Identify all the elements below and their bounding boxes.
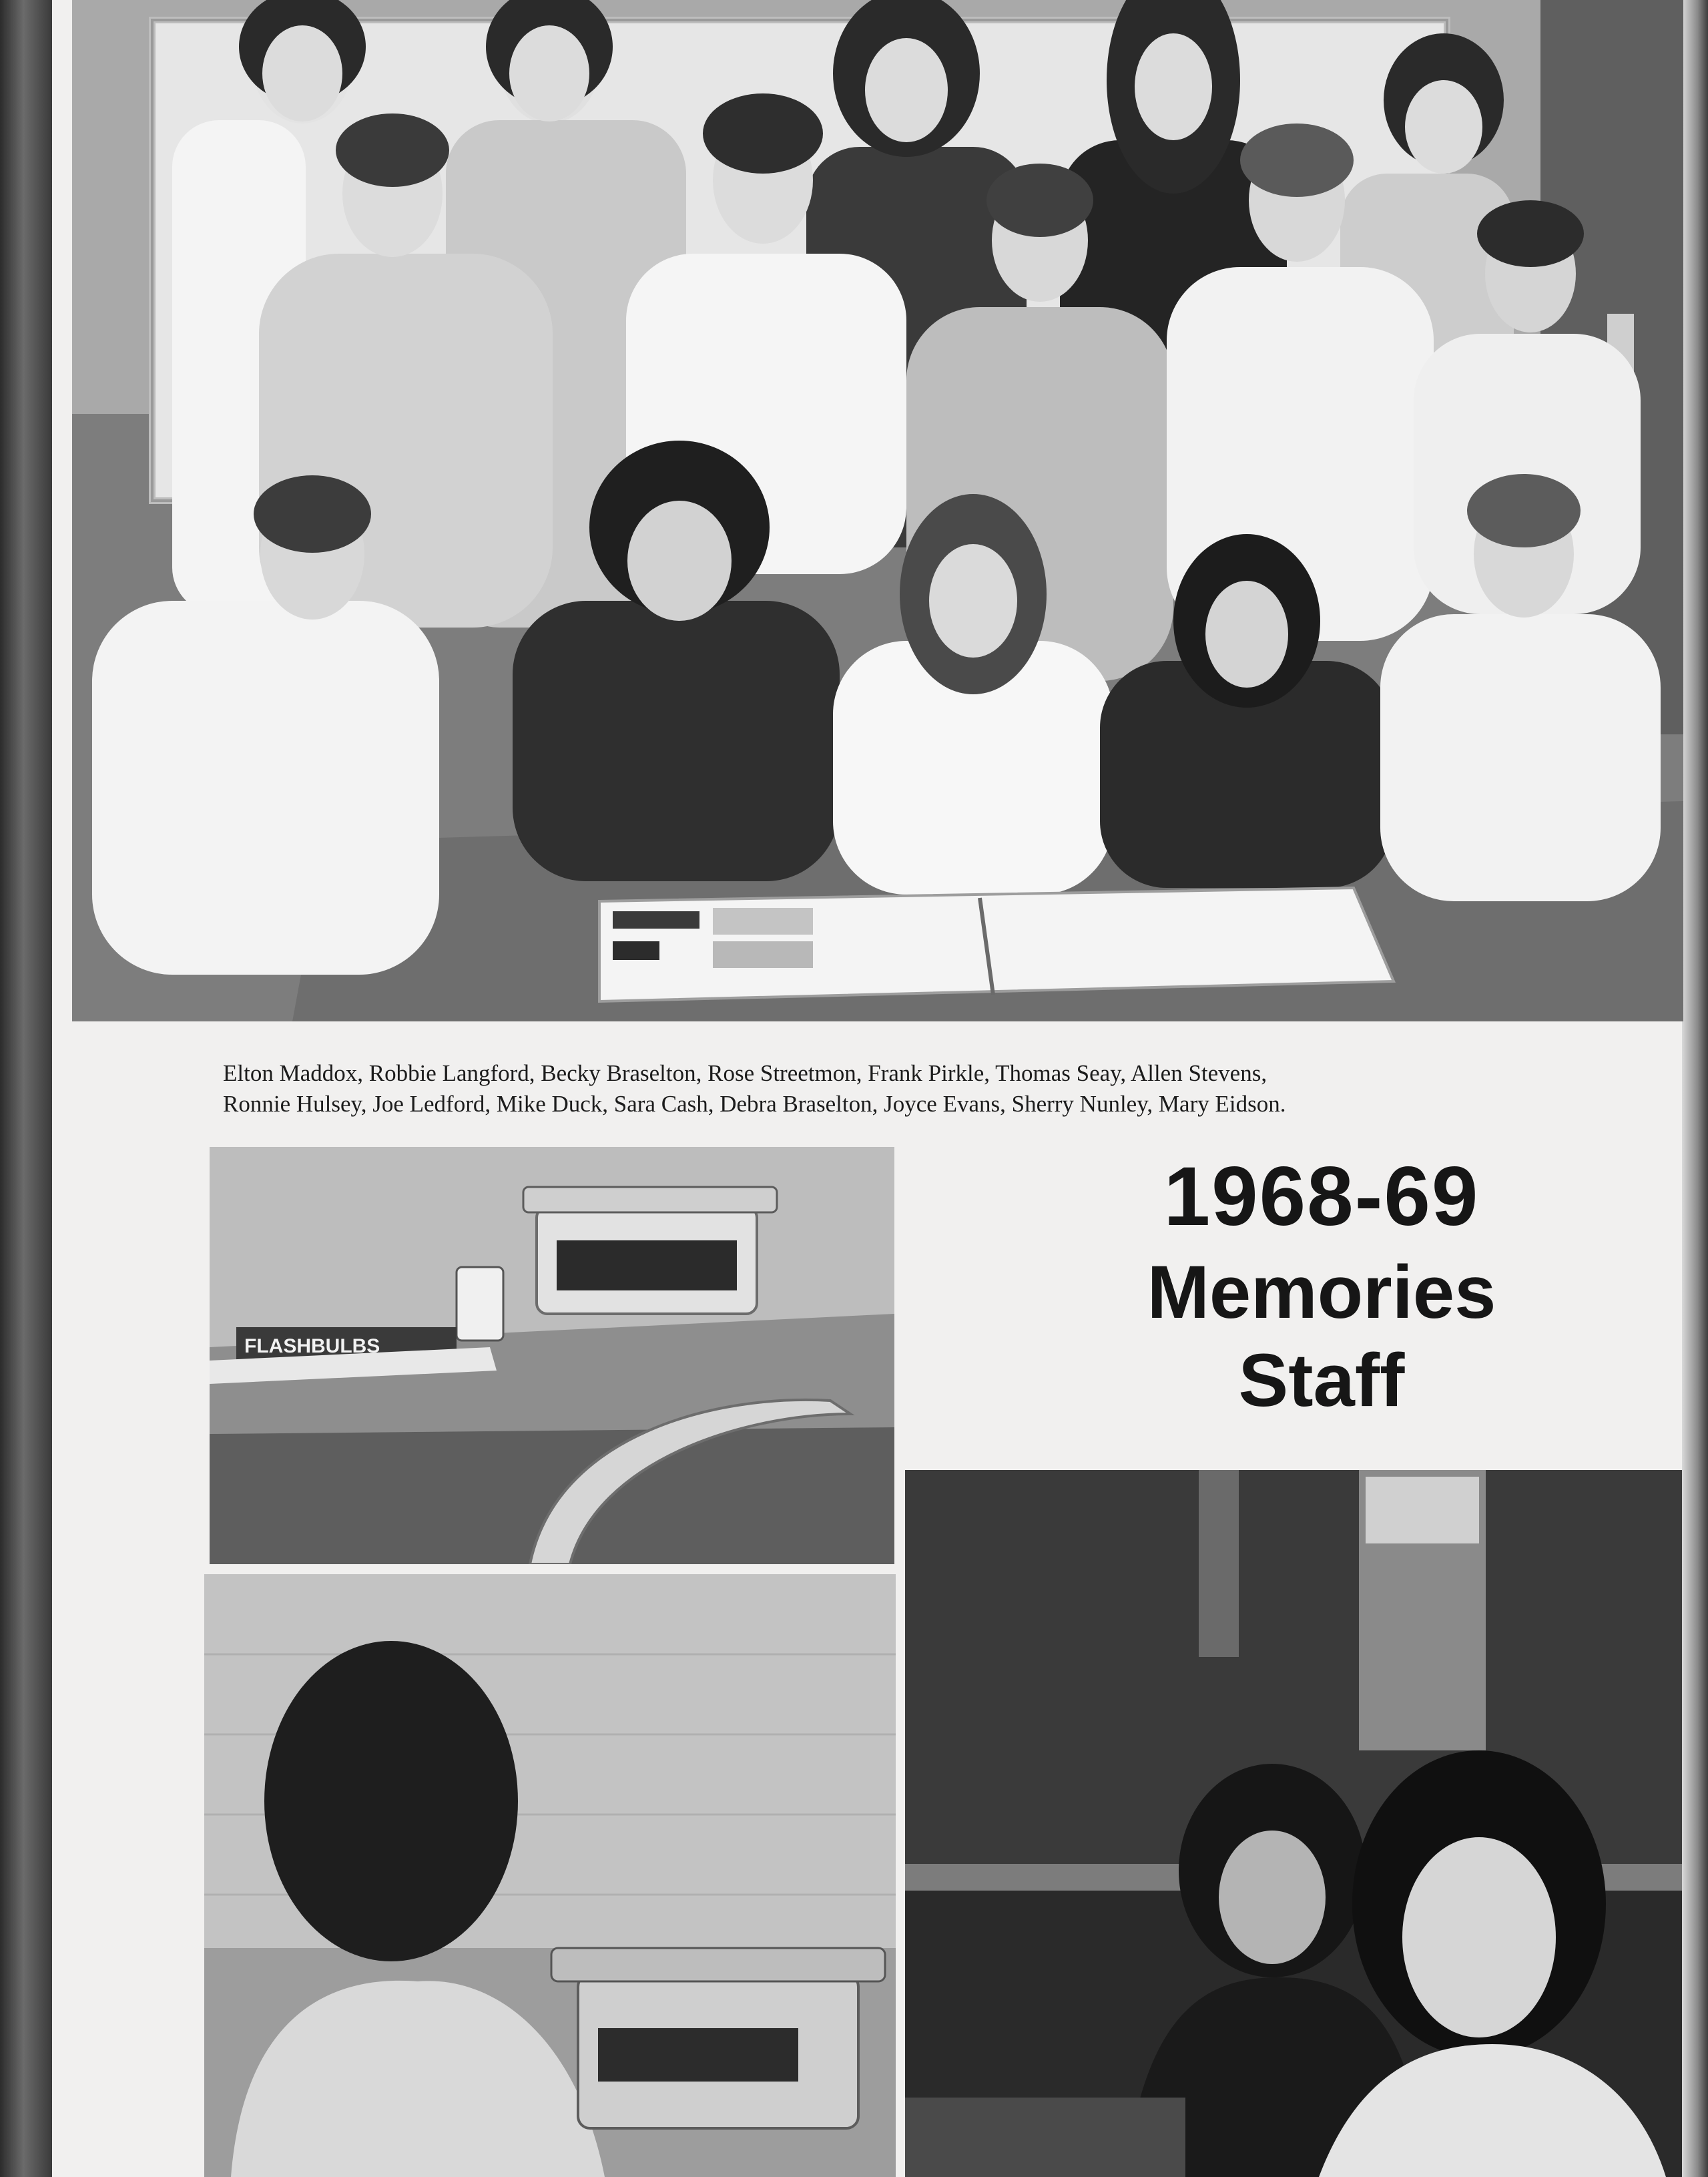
- caption-line-2: Ronnie Hulsey, Joe Ledford, Mike Duck, Sara Cash, Debra Braselton, Joyce Evans, Sherry Nunley, Mary Eidson.: [223, 1091, 1286, 1117]
- staff-caption: [223, 1058, 1618, 1120]
- flashbulbs-box-text: FLASHBULBS: [244, 1335, 380, 1357]
- title-year: 1968-69: [1163, 1150, 1480, 1243]
- book-edge-right: [1682, 0, 1708, 2177]
- caption-line-1: Elton Maddox, Robbie Langford, Becky Braselton, Rose Streetmon, Frank Pirkle, Thomas Seay, Allen Stevens,: [223, 1060, 1267, 1086]
- typewriter-desk-photo: [210, 1147, 894, 1564]
- two-girls-photo: [905, 1470, 1682, 2177]
- staff-group-photo: [72, 0, 1683, 1021]
- title-memories: Memories: [1147, 1250, 1496, 1334]
- book-binding-left: [0, 0, 52, 2177]
- title-staff: Staff: [1238, 1339, 1405, 1422]
- girl-typing-photo: [204, 1574, 896, 2177]
